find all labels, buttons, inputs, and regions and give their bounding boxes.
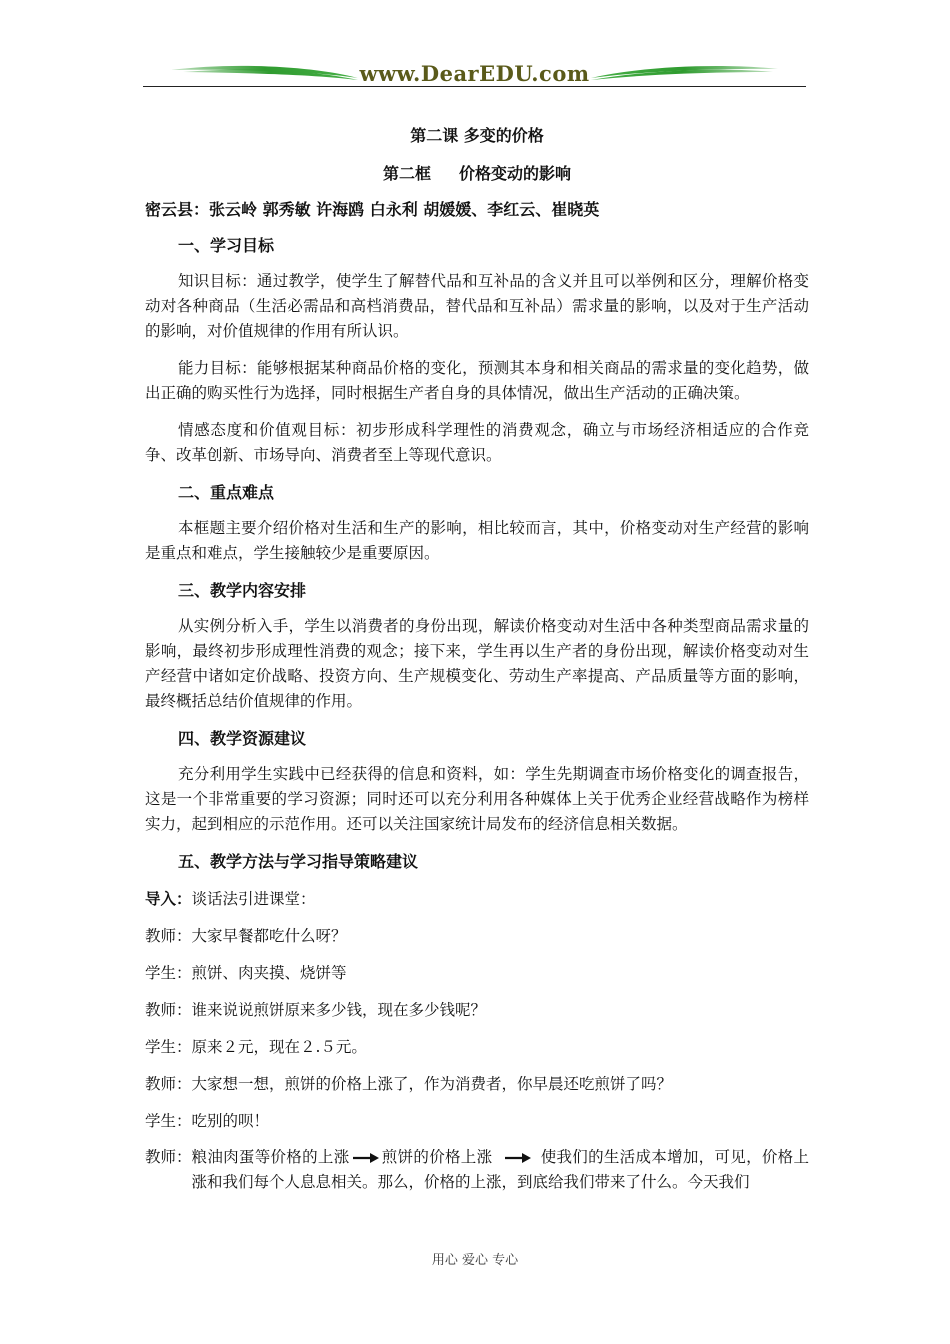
effect-text: 煎饼的价格上涨 (381, 1148, 493, 1166)
section-title (145, 163, 809, 185)
paragraph-knowledge-goal: 知识目标：通过教学，使学生了解替代品和互补品的含义并且可以举例和区分，理解价格变动对各种商品（生活必需品和高档消费品，替代品和互补品）需求量的影响，以及对于生产活动的影响，对价值规律的作用有所认识。 (145, 272, 809, 340)
paragraph-content-arrangement: 从实例分析入手，学生以消费者的身份出现，解读价格变动对生活中各种类型商品需求量的影响，最终初步形成理性消费的观念；接下来，学生再以生产者的身份出现，解读价格变动对生产经营中诸如定价战略、投资方向、生产规模变化、劳动生产率提高、产品质量等方面的影响，最终概括总结价值规律的作用。 (145, 617, 809, 710)
authors: 密云县：张云岭 郭秀敏 许海鸥 白永利 胡媛媛、李红云、崔晓英 (145, 200, 600, 219)
conclusion-text: 使我们的生活成本增加，可见，价格上涨和我们每个人息息相关。那么，价格的上涨，到底给我们带来了什么。今天我们 (191, 1148, 809, 1191)
intro-label: 导入： (145, 889, 192, 908)
dialogue-line-teacher-conclusion (145, 1145, 809, 1195)
cause-text: 粮油肉蛋等价格的上涨 (191, 1148, 350, 1166)
dialogue-line: 学生：原来２元，现在２.５元。 (145, 1038, 367, 1056)
right-arrow-icon (352, 1152, 380, 1164)
right-arrow-icon (504, 1152, 532, 1164)
paragraph-resources: 充分利用学生实践中已经获得的信息和资料，如：学生先期调查市场价格变化的调查报告，这是一个非常重要的学习资源；同时还可以充分利用各种媒体上关于优秀企业经营战略作为榜样实力，起到相应的示范作用。还可以关注国家统计局发布的经济信息相关数据。 (145, 765, 809, 833)
heading-resources: 四、教学资源建议 (178, 729, 307, 748)
header-rule (143, 86, 806, 87)
dialogue-line: 教师：大家想一想，煎饼的价格上涨了，作为消费者，你早晨还吃煎饼了吗？ (145, 1075, 673, 1093)
lesson-title: 第二课 多变的价格 (410, 126, 544, 145)
intro-line (145, 888, 809, 910)
paragraph-key-points: 本框题主要介绍价格对生活和生产的影响，相比较而言，其中，价格变动对生产经营的影响是重点和难点，学生接触较少是重要原因。 (145, 519, 809, 562)
dialogue-line: 教师：谁来说说煎饼原来多少钱，现在多少钱呢？ (145, 1001, 487, 1019)
heading-key-points: 二、重点难点 (178, 483, 275, 502)
dialogue-line: 学生：吃别的呗！ (145, 1112, 270, 1130)
paragraph-ability-goal: 能力目标：能够根据某种商品价格的变化，预测其本身和相关商品的需求量的变化趋势，做出正确的购买性行为选择，同时根据生产者自身的具体情况，做出生产活动的正确决策。 (145, 359, 809, 402)
dialogue-line: 学生：煎饼、肉夹摸、烧饼等 (145, 964, 347, 982)
dialogue-body (192, 1145, 809, 1195)
speaker-label: 教师： (145, 1148, 192, 1166)
document-body (145, 120, 809, 1195)
section-title-number: 第二框 (382, 164, 431, 183)
page-footer: 用心 爱心 专心 (431, 1253, 519, 1268)
intro-text: 谈话法引进课堂： (191, 890, 316, 908)
paragraph-attitude-goal: 情感态度和价值观目标：初步形成科学理性的消费观念，确立与市场经济相适应的合作竞争、改革创新、市场导向、消费者至上等现代意识。 (145, 421, 809, 464)
section-title-text: 价格变动的影响 (459, 164, 572, 183)
heading-methods: 五、教学方法与学习指导策略建议 (178, 852, 419, 871)
heading-content-arrangement: 三、教学内容安排 (178, 581, 307, 600)
dialogue-line: 教师：大家早餐都吃什么呀？ (145, 927, 347, 945)
site-url: www.DearEDU.com (359, 61, 590, 86)
heading-learning-goals: 一、学习目标 (178, 236, 275, 255)
